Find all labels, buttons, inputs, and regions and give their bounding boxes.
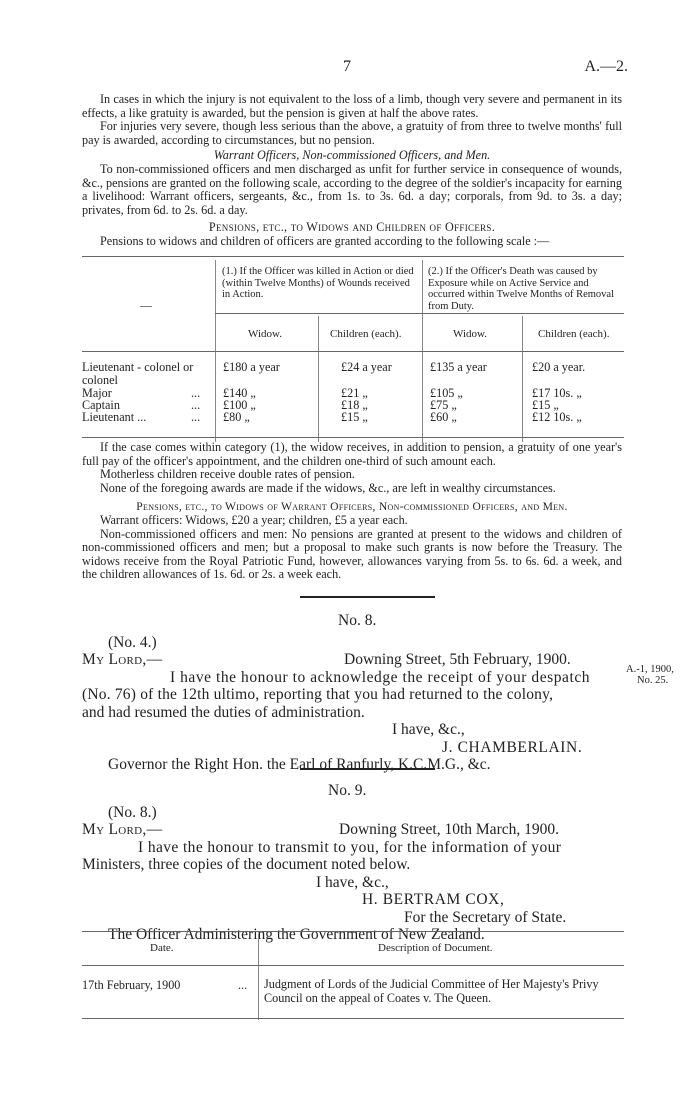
signature: J. CHAMBERLAIN. [442,738,583,756]
table-head-category-2: (2.) If the Officer's Death was caused by Exposure while on Active Service and occurred within Twelve Months of Removal from Duty. [428,266,614,312]
closing: I have, &c., [392,721,465,738]
widow-2-cell: £135 a year [430,360,487,374]
children-2-cell: £17 10s. „ [532,386,582,400]
children-1-cell: £18 „ [341,398,368,412]
letter-title: No. 9. [328,782,367,799]
body-line: and had resumed the duties of administration. [82,703,365,721]
after-table-paragraphs [82,441,622,582]
pension-table-rows [82,361,682,423]
body-line: I have the honour to acknowledge the receipt of your despatch [170,668,591,686]
addressee: The Officer Administering the Government of New Zealand. [108,926,485,943]
leader-dots: ... [191,410,201,424]
paragraph: None of the foregoing awards are made if the widows, &c., are left in wealthy circumstances. [100,480,556,495]
section-heading: Pensions, etc., to Widows and Children of Officers. [208,220,496,235]
letter-reference: (No. 4.) [108,633,157,651]
rank-cell: Major [82,386,112,400]
table-rule [82,1018,624,1019]
paragraph: Warrant officers: Widows, £20 a year; children, £5 a year each. [100,512,408,527]
salutation: My Lord,— [82,821,163,838]
leader-dots: ... [191,386,201,400]
table-row [82,387,682,399]
paragraph: If the case comes within category (1), the widow receives, in addition to pension, a gratuity of one year's full pay of the officer's appointment, and the children one-third of such amount each. [82,440,622,468]
table-head-category-1: (1.) If the Officer was killed in Action or died (within Twelve Months) of Wounds received in Action. [222,266,414,300]
section-rule [300,768,435,770]
signature: H. BERTRAM COX, [362,891,505,908]
page-number: 7 [343,58,351,75]
letter-no-8 [82,612,642,774]
widow-1-cell: £80 „ [223,410,250,424]
body-line: (No. 76) of the 12th ultimo, reporting that you had returned to the colony, [82,686,554,703]
subhead-children: Children (each). [330,328,402,340]
children-2-cell: £12 10s. „ [532,410,582,424]
doc-date-cell: 17th February, 1900 [82,978,181,992]
addressee: Governor the Right Hon. the Earl of Ranfurly, K.C.M.G., &c. [108,756,491,773]
table-rule [82,437,624,438]
subhead-children: Children (each). [538,328,610,340]
widow-2-cell: £75 „ [430,398,457,412]
table-row [82,361,682,387]
children-2-cell: £20 a year. [532,360,586,374]
children-2-cell: £15 „ [532,398,559,412]
margin-note: A.-1, 1900, [626,664,674,675]
table-divider [258,934,259,1020]
leader-dots: ... [191,398,201,412]
body-line: Ministers, three copies of the document noted below. [82,856,411,873]
body-line: I have the honour to transmit to you, for the information of your [138,838,562,856]
subhead-widow: Widow. [248,328,282,340]
place-date: Downing Street, 10th March, 1900. [339,821,559,838]
salutation: My Lord,— [82,651,163,668]
doc-description-cell: Judgment of Lords of the Judicial Committee of Her Majesty's Privy Council on the appeal of Coates v. The Queen. [264,977,599,1005]
rank-cell: Lieutenant ... [82,410,147,424]
letter-title: No. 8. [338,612,377,629]
children-1-cell: £15 „ [341,410,368,424]
letter-reference: (No. 8.) [108,803,157,821]
document-reference: A.—2. [584,58,628,75]
table-rule [215,313,624,314]
page-header [0,58,700,78]
signature-role: For the Secretary of State. [404,908,567,926]
section-heading: Pensions, etc., to Widows of Warrant Officers, Non-commissioned Officers, and Men. [136,500,568,514]
margin-note: No. 25. [637,675,669,686]
widow-1-cell: £140 „ [223,386,256,400]
salutation-line [82,821,642,839]
paragraph: In cases in which the injury is not equivalent to the loss of a limb, though very severe and permanent in its effects, a like gratuity is awarded, but the pension is given at half the above rates. [82,92,622,120]
section-heading: Warrant Officers, Non-commissioned Officers, and Men. [213,148,491,163]
children-1-cell: £21 „ [341,386,368,400]
paragraph: Pensions to widows and children of officers are granted according to the following scale :— [100,233,550,248]
doc-head-date: Date. [150,942,174,954]
section-rule [300,596,435,598]
table-rule [82,351,624,352]
table-row [82,411,682,423]
rank-cell: Lieutenant - colonel or colonel [82,360,194,387]
closing: I have, &c., [316,873,389,891]
table-rule [82,931,624,932]
widow-2-cell: £60 „ [430,410,457,424]
paragraph: Motherless children receive double rates of pension. [100,467,355,482]
place-date: Downing Street, 5th February, 1900. [344,651,571,668]
paragraph: Non-commissioned officers and men: No pensions are granted at present to the widows and children of non-commissioned officers and men; but a proposal to make such grants is now before the Treasury. The widows receive from the Royal Patriotic Fund, however, allowances varying from 5s. to 6s. 6d. a week, and the children allowances of 1s. 6d. or 2s. a week each. [82,526,622,582]
salutation-line [82,651,642,669]
table-row [82,399,682,411]
widow-2-cell: £105 „ [430,386,463,400]
paragraph: For injuries very severe, though less serious than the above, a gratuity of from three to twelve months' full pay is awarded, according to circumstances, but no pension. [82,119,622,147]
widow-1-cell: £100 „ [223,398,256,412]
table-rule [82,965,624,966]
doc-head-description: Description of Document. [378,942,493,954]
subhead-widow: Widow. [453,328,487,340]
widow-1-cell: £180 a year [223,360,280,374]
children-1-cell: £24 a year [341,360,392,374]
letter-no-9 [82,782,642,944]
rank-cell: Captain [82,398,120,412]
table-rule [82,256,624,257]
paragraph: To non-commissioned officers and men discharged as unfit for further service in consequence of wounds, &c., pensions are granted on the following scale, according to the degree of the soldier's incapacity for earning a livelihood: Warrant officers, sergeants, &c., from 1s. to 3s. 6d. a day; corporals, from 9d. to 3s. a day; privates, from 6d. to 2s. 6d. a day. [82,161,622,217]
table-head-dash: — [140,298,152,312]
injury-paragraphs [82,93,622,249]
leader-dots: ... [238,978,248,992]
